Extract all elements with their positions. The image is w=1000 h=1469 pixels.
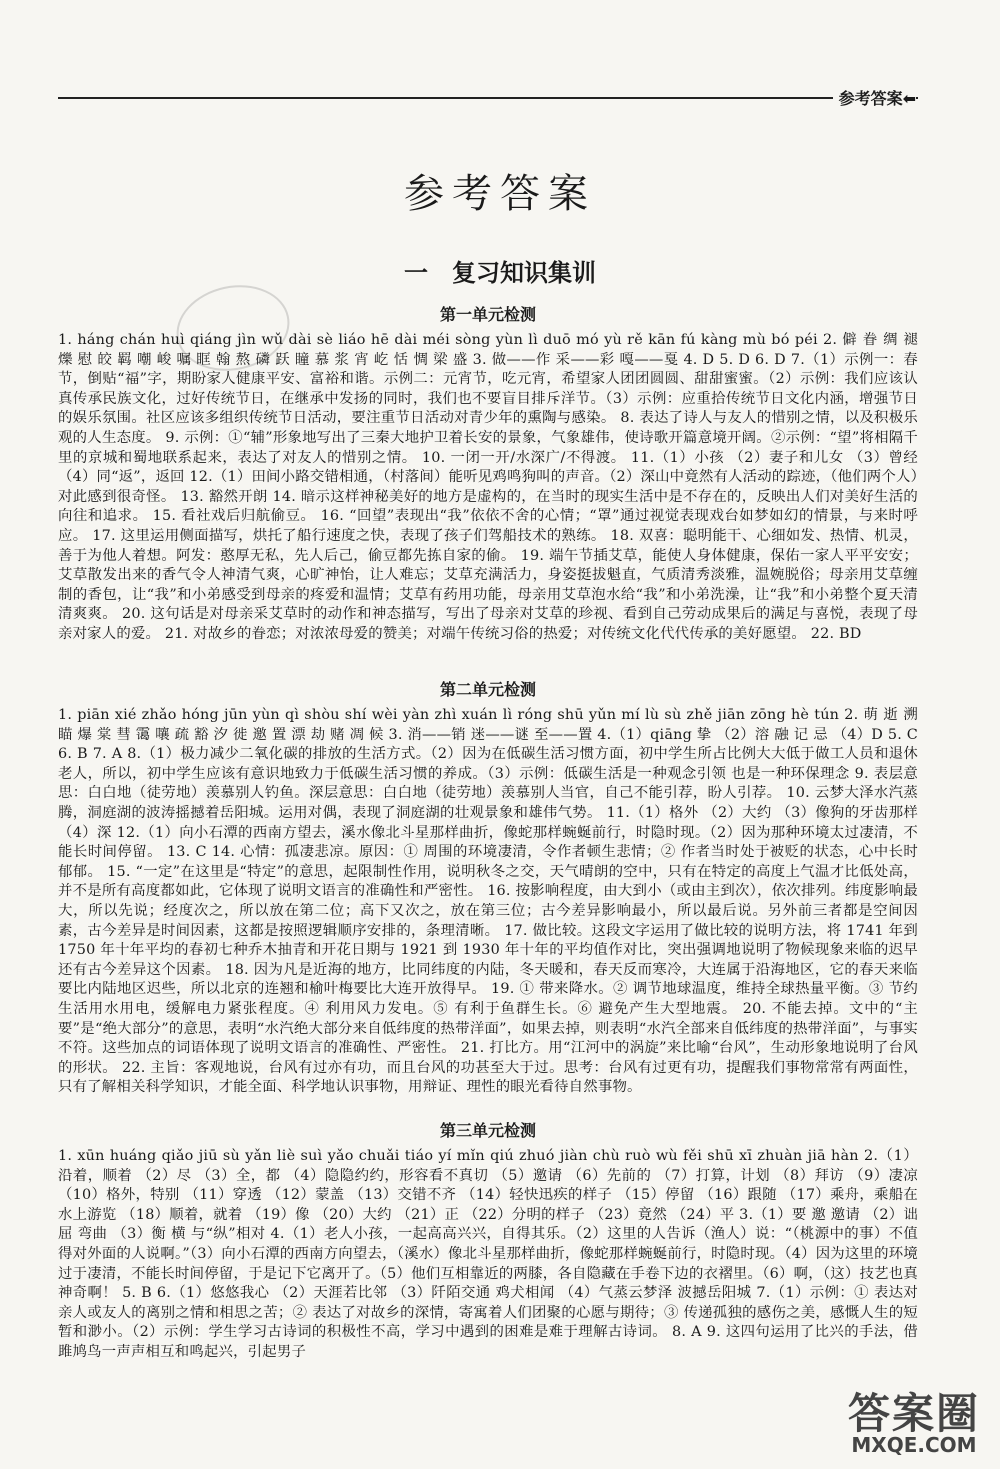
unit-3-section xyxy=(58,1118,918,1363)
watermark-url: MXQE.COM xyxy=(851,1433,977,1457)
page-title: 参考答案 xyxy=(404,171,596,217)
running-header xyxy=(833,86,916,109)
section-title: 第一单元检测 xyxy=(439,305,536,324)
part-title: 一 复习知识集训 xyxy=(404,259,596,287)
section-title: 第二单元检测 xyxy=(439,680,536,699)
unit-1-section xyxy=(58,302,918,645)
arrow-left-icon: ⬅ xyxy=(902,89,916,108)
site-watermark xyxy=(847,1389,980,1457)
running-header-text: 参考答案 xyxy=(838,89,903,108)
unit-2-section xyxy=(58,677,918,1098)
section-body: 1. háng chán huì qiáng jìn wǔ dài sè liáo hē dài méi sòng yùn lì duō mó yù rě kān fú kàng mù bó péi 2. 僻 眷 绸 褪 爍 慰 皎 羁 嘲 峻 嘱 眶 翰 熬 磷 跃 瞳 慕 浆 宵 屹 恬 惆 梁 盛 3. 做——作 采——彩 嘎——戛 4. D 5. D 6. D 7.（1）示例一：春节，倒贴“福”字，期盼家人健康平安、富裕和谐。示例二：元宵节，吃元宵，希望家人团团圆圆、甜甜蜜蜜。（2）示例：我们应该认真传承民族文化，过好传统节日，在继承中发扬的同时，我们也不要盲目排斥洋节。（3）示例：应重拾传统节日文化内涵，增强节日的娱乐氛围。社区应该多组织传统节日活动，要注重节日活动对青少年的熏陶与感染。 8. 表达了诗人与友人的惜别之情，以及积极乐观的人生态度。 9. 示例：①“辅”形象地写出了三秦大地护卫着长安的景象，气象雄伟，使诗歌开篇意境开阔。②示例：“望”将相隔千里的京城和蜀地联系起来，表达了对友人的惜别之情。 10. 一闭一开/水深广/不得渡。 11.（1）小孩 （2）妻子和儿女 （3）曾经 （4）同“返”，返回 12.（1）田间小路交错相通，（村落间）能听见鸡鸣狗叫的声音。（2）深山中竟然有人活动的踪迹，（他们两个人）对此感到很奇怪。 13. 豁然开朗 14. 暗示这样神秘美好的地方是虚构的，在当时的现实生活中是不存在的，反映出人们对美好生活的向往和追求。 15. 看社戏后归航偷豆。 16. “回望”表现出“我”依依不舍的心情；“罩”通过视觉表现戏台如梦如幻的情景，与来时呼应。 17. 这里运用侧面描写，烘托了船行速度之快，表现了孩子们驾船技术的熟练。 18. 双喜：聪明能干、心细如发、热情、机灵，善于为他人着想。阿发：憨厚无私，先人后己，偷豆都先拣自家的偷。 19. 端午节插艾草，能使人身体健康，保佑一家人平平安安；艾草散发出来的香气令人神清气爽，心旷神怡，让人难忘；艾草充满活力，身姿挺拔魁直，气质清秀淡雅，温婉脱俗；母亲用艾草缠制的香包，让“我”和小弟感受到母亲的疼爱和温情；艾草有药用功能，母亲用艾草泡水给“我”和小弟洗澡，让“我”和小弟整个夏天清清爽爽。 20. 这句话是对母亲采艾草时的动作和神态描写，写出了母亲对艾草的珍视、看到自己劳动成果后的满足与喜悦，表现了母亲对家人的爱。 21. 对故乡的眷恋；对浓浓母爱的赞美；对端午传统习俗的热爱；对传统文化代代传承的美好愿望。 22. BD xyxy=(58,332,918,642)
header-rule xyxy=(58,97,918,99)
section-body: 1. piān xié zhǎo hóng jūn yùn qì shòu shí wèi yàn zhì xuán lì róng shū yǔn mí lù sù zhě jiān zōng hè tún 2. 萌 逝 溯 瞄 爆 棠 彗 霭 嚷 疏 豁 汐 徙 邀 置 漂 劫 赌 凋 候 3. 消——销 迷——谜 至——置 4.（1）qiāng 挚 （2）溶 融 记 忌 （4）D 5. C 6. B 7. A 8.（1）极力减少二氧化碳的排放的生活方式。（2）因为在低碳生活习惯方面，初中学生所占比例大大低于做工人员和退休老人，所以，初中学生应该有意识地致力于低碳生活习惯的养成。（3）示例：低碳生活是一种观念引领 也是一种环保理念 9. 表层意思：白白地（徒劳地）羡慕别人钓鱼。深层意思：白白地（徒劳地）羡慕别人当官，自己不能引荐，盼人引荐。 10. 云梦大泽水汽蒸腾，洞庭湖的波涛摇撼着岳阳城。运用对偶，表现了洞庭湖的壮观景象和雄伟气势。 11.（1）格外 （2）大约 （3）像狗的牙齿那样 （4）深 12.（1）向小石潭的西南方望去，溪水像北斗星那样曲折，像蛇那样蜿蜒前行，时隐时现。（2）因为那种环境太过凄清，不能长时间停留。 13. C 14. 心情：孤凄悲凉。原因：① 周围的环境凄清，令作者顿生悲情；② 作者当时处于被贬的状态，心中长时郁郁。 15. “一定”在这里是“特定”的意思，起限制性作用，说明秋冬之交，天气晴朗的空中，只有在特定的高度上气温才比低处高，并不是所有高度都如此，它体现了说明文语言的准确性和严密性。 16. 按影响程度，由大到小（或由主到次），依次排列。纬度影响最大，所以先说；经度次之，所以放在第二位；高下又次之，放在第三位；古今差异影响最小，所以最后说。另外前三者都是空间因素，古今差异是时间因素，这都是按照逻辑顺序安排的，条理清晰。 17. 做比较。这段文字运用了做比较的说明方法，将 1741 年到 1750 年十年平均的春初七种乔木抽青和开花日期与 1921 到 1930 年十年的平均值作对比，突出强调地说明了物候现象来临的迟早还有古今差异这个因素。 18. 因为凡是近海的地方，比同纬度的内陆，冬天暖和，春天反而寒冷，大连属于沿海地区，它的春天来临要比内陆地区迟些，所以北京的连翘和榆叶梅要比大连开放得早。 19. ① 带来降水。② 调节地球温度，维持全球热量平衡。③ 节约生活用水用电，缓解电力紧张程度。④ 利用风力发电。⑤ 有利于鱼群生长。⑥ 避免产生大型地震。 20. 不能去掉。文中的“主要”是“绝大部分”的意思，表明“水汽绝大部分来自低纬度的热带洋面”，如果去掉，则表明“水汽全部来自低纬度的热带洋面”，与事实不符。这些加点的词语体现了说明文语言的准确性、严密性。 21. 打比方。用“江河中的涡旋”来比喻“台风”，生动形象地说明了台风的形状。 22. 主旨：客观地说，台风有过亦有功，而且台风的功甚至大于过。思考：台风有过更有功，提醒我们事物常常有两面性，只有了解相关科学知识，才能全面、科学地认识事物，用辩证、理性的眼光看待自然事物。 xyxy=(58,707,918,1096)
section-body: 1. xūn huáng qiǎo jiū sù yǎn liè suì yǎo chuǎi tiáo yí mǐn qiú zhuó jiàn chù ruò wù fěi shū xī zhuàn jiā hàn 2.（1）沿着，顺着 （2）尽 （3）全，都 （4）隐隐约约，形容看不真切 （5）邀请 （6）先前的 （7）打算，计划 （8）拜访 （9）凄凉 （10）格外，特别 （11）穿透 （12）蒙盖 （13）交错不齐 （14）轻快迅疾的样子 （15）停留 （16）跟随 （17）乘舟，乘船在水上游览 （18）顺着，就着 （19）像 （20）大约 （21）正 （22）分明的样子 （23）竟然 （24）平 3.（1）要 邀 邀请 （2）诎 屈 弯曲 （3）衡 横 与“纵”相对 4.（1）老人小孩，一起高高兴兴，自得其乐。（2）这里的人告诉（渔人）说：“（桃源中的事）不值得对外面的人说啊。”（3）向小石潭的西南方向望去，（溪水）像北斗星那样曲折，像蛇那样蜿蜒前行，时隐时现。（4）因为这里的环境过于凄清，不能长时间停留，于是记下它离开了。（5）他们互相靠近的两膝，各自隐藏在手卷下边的衣褶里。（6）啊，（这）技艺也真神奇啊！ 5. B 6.（1）悠悠我心 （2）天涯若比邻 （3）阡陌交通 鸡犬相闻 （4）气蒸云梦泽 波撼岳阳城 7.（1）示例：① 表达对亲人或友人的离别之情和相思之苦；② 表达了对故乡的深情，寄寓着人们团聚的心愿与期待；③ 传递孤独的感伤之美，感慨人生的短暂和渺小。（2）示例：学生学习古诗词的积极性不高，学习中遇到的困难是难于理解古诗词。 8. A 9. 这四句运用了比兴的手法，借雎鸠鸟一声声相互和鸣起兴，引起男子 xyxy=(58,1148,918,1360)
watermark-logo: 答案圈 xyxy=(847,1389,980,1438)
section-title: 第三单元检测 xyxy=(439,1121,536,1140)
